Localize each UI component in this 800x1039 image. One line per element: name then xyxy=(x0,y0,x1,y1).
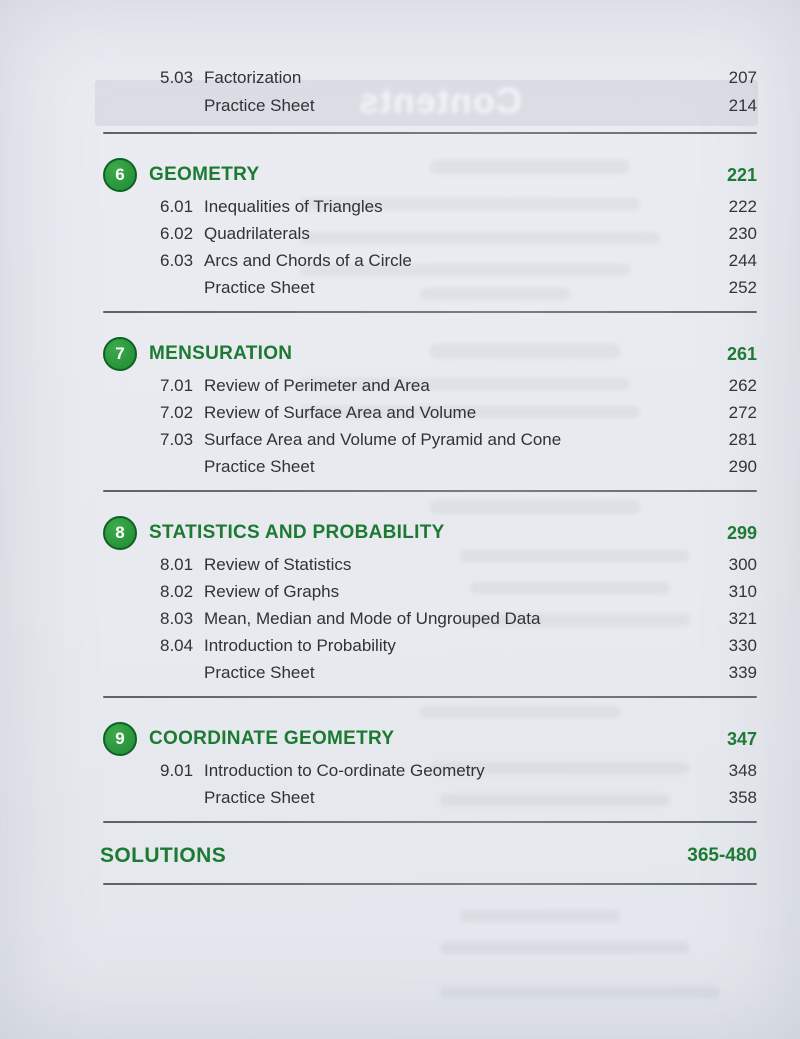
row-title: Arcs and Chords of a Circle xyxy=(204,251,412,270)
chapter-number-badge: 6 xyxy=(103,158,137,192)
toc-row xyxy=(103,193,757,220)
row-title: Factorization xyxy=(204,68,302,87)
solutions-row xyxy=(100,838,757,874)
solutions-page-range: 365-480 xyxy=(687,845,757,866)
row-title: Introduction to Probability xyxy=(204,636,396,655)
row-number: 6.01 xyxy=(160,197,194,216)
chapter-section-6 xyxy=(103,157,757,313)
row-title: Inequalities of Triangles xyxy=(204,197,383,216)
row-title: Mean, Median and Mode of Ungrouped Data xyxy=(204,609,541,628)
row-page-number: 290 xyxy=(728,457,757,476)
row-title: Surface Area and Volume of Pyramid and Cone xyxy=(204,430,562,449)
row-title: Review of Perimeter and Area xyxy=(204,376,430,395)
row-number: 7.01 xyxy=(160,376,194,395)
toc-row xyxy=(103,64,757,92)
toc-row xyxy=(103,605,757,632)
row-number: 8.01 xyxy=(160,555,194,574)
chapter-section-9 xyxy=(103,721,757,823)
row-page-number: 252 xyxy=(728,278,757,297)
solutions-title: SOLUTIONS xyxy=(100,844,227,867)
chapter-page-number: 299 xyxy=(726,522,757,543)
toc-row xyxy=(103,372,757,399)
row-number: 8.03 xyxy=(160,609,194,628)
row-number: 7.03 xyxy=(160,430,194,449)
chapter-page-number: 221 xyxy=(726,164,757,185)
row-title: Practice Sheet xyxy=(204,278,315,297)
section-divider xyxy=(103,883,757,885)
row-page-number: 262 xyxy=(728,376,757,395)
bleed-through-smudge xyxy=(460,910,620,922)
row-title: Practice Sheet xyxy=(204,663,315,682)
row-page-number: 207 xyxy=(728,68,757,87)
chapter-title: MENSURATION xyxy=(149,343,293,364)
toc-row xyxy=(103,578,757,605)
chapter-number-badge: 7 xyxy=(103,337,137,371)
row-title: Quadrilaterals xyxy=(204,224,310,243)
toc-row xyxy=(103,247,757,274)
table-of-contents xyxy=(100,64,757,885)
toc-row xyxy=(103,399,757,426)
bleed-through-contents-title: Contents xyxy=(358,80,522,121)
row-title: Practice Sheet xyxy=(204,96,315,115)
row-page-number: 272 xyxy=(728,403,757,422)
chapter-items xyxy=(103,193,757,301)
row-number: 7.02 xyxy=(160,403,194,422)
chapter-title: COORDINATE GEOMETRY xyxy=(149,728,395,749)
row-number: 6.02 xyxy=(160,224,194,243)
toc-row xyxy=(103,220,757,247)
bleed-through-smudge xyxy=(440,986,720,998)
chapter-title: STATISTICS AND PROBABILITY xyxy=(149,522,445,543)
chapter-header xyxy=(103,721,757,757)
section-divider xyxy=(103,311,757,313)
row-page-number: 300 xyxy=(728,555,757,574)
toc-row xyxy=(103,426,757,453)
row-title: Practice Sheet xyxy=(204,457,315,476)
toc-row xyxy=(103,632,757,659)
row-page-number: 244 xyxy=(728,251,757,270)
row-number: 6.03 xyxy=(160,251,194,270)
chapter-items xyxy=(103,372,757,480)
chapter-section-8 xyxy=(103,515,757,698)
chapter-number-badge: 8 xyxy=(103,516,137,550)
row-page-number: 214 xyxy=(728,96,757,115)
row-page-number: 321 xyxy=(728,609,757,628)
row-title: Review of Statistics xyxy=(204,555,352,574)
chapter-items xyxy=(103,551,757,686)
row-page-number: 310 xyxy=(728,582,757,601)
toc-row xyxy=(103,551,757,578)
row-title: Review of Surface Area and Volume xyxy=(204,403,477,422)
row-number: 8.02 xyxy=(160,582,194,601)
chapter-title: GEOMETRY xyxy=(149,164,260,185)
bleed-through-smudge xyxy=(440,942,690,954)
section-divider xyxy=(103,821,757,823)
row-page-number: 348 xyxy=(728,761,757,780)
chapter-page-number: 261 xyxy=(726,343,757,364)
chapter-header xyxy=(103,157,757,193)
row-page-number: 281 xyxy=(728,430,757,449)
section-divider xyxy=(103,696,757,698)
row-number: 8.04 xyxy=(160,636,194,655)
row-title: Introduction to Co-ordinate Geometry xyxy=(204,761,485,780)
chapters xyxy=(103,157,757,823)
row-page-number: 358 xyxy=(728,788,757,807)
leading-items xyxy=(103,64,757,120)
section-divider xyxy=(103,490,757,492)
toc-row xyxy=(103,757,757,784)
chapter-section-7 xyxy=(103,336,757,492)
chapter-header xyxy=(103,515,757,551)
row-page-number: 330 xyxy=(728,636,757,655)
row-number: 9.01 xyxy=(160,761,194,780)
chapter-header xyxy=(103,336,757,372)
row-number: 5.03 xyxy=(160,68,194,87)
toc-row xyxy=(103,453,757,480)
row-page-number: 339 xyxy=(728,663,757,682)
toc-row xyxy=(103,92,757,120)
toc-row xyxy=(103,784,757,811)
row-title: Review of Graphs xyxy=(204,582,340,601)
toc-row xyxy=(103,659,757,686)
chapter-page-number: 347 xyxy=(726,728,757,749)
row-title: Practice Sheet xyxy=(204,788,315,807)
toc-row xyxy=(103,274,757,301)
row-page-number: 222 xyxy=(728,197,757,216)
chapter-number-badge: 9 xyxy=(103,722,137,756)
section-divider xyxy=(103,132,757,134)
row-page-number: 230 xyxy=(728,224,757,243)
chapter-items xyxy=(103,757,757,811)
